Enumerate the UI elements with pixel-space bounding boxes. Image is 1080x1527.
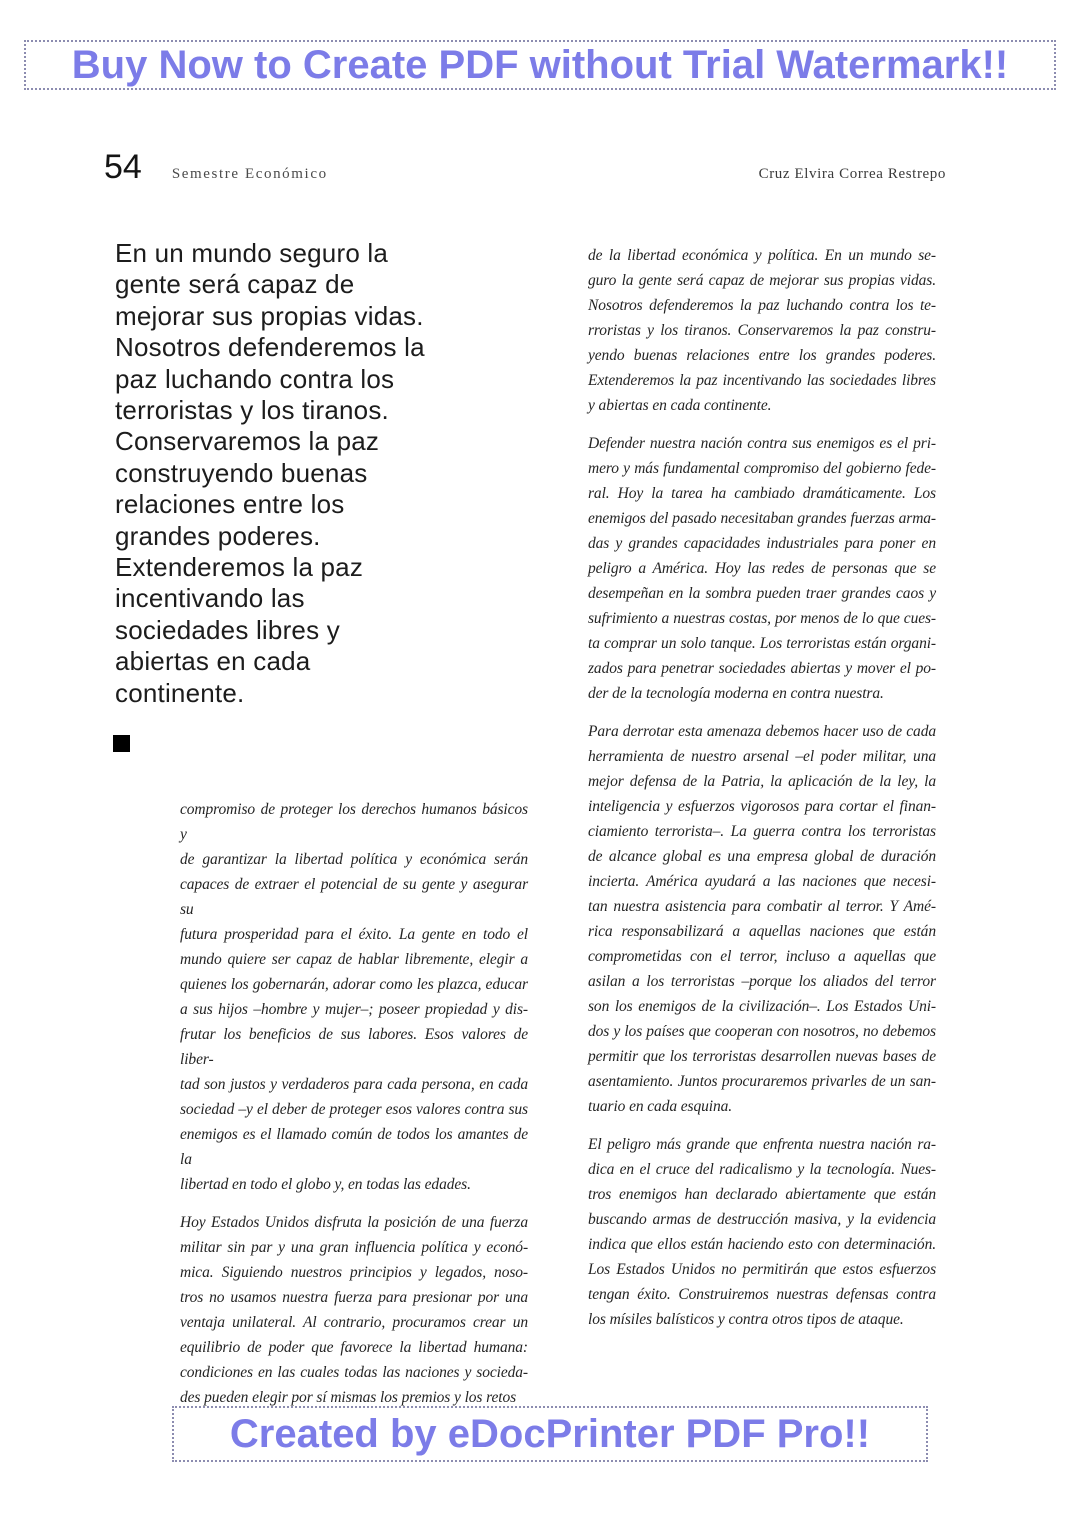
pull-quote-line: gente será capaz de <box>115 269 355 300</box>
text-line: zados para penetrar sociedades abiertas y mover el po- <box>588 660 936 677</box>
text-line: incierta. América ayudará a las naciones que necesi- <box>588 873 936 890</box>
text-line: comprometidas con el terror, incluso a aquellas que <box>588 948 936 965</box>
text-line: capaces de extraer el potencial de su gente y asegurar su <box>180 876 528 918</box>
text-line: libertad en todo el globo y, en todas las edades. <box>180 1176 471 1193</box>
pull-quote-line: incentivando las <box>115 583 305 614</box>
pull-quote-line: relaciones entre los <box>115 489 345 520</box>
page-number: 54 <box>104 148 142 186</box>
text-line: asentamiento. Juntos procuraremos privarles de un san- <box>588 1073 936 1090</box>
text-line: dos y los países que cooperan con nosotros, no debemos <box>588 1023 936 1040</box>
journal-title: Semestre Económico <box>171 166 328 182</box>
header-left-group <box>104 150 328 184</box>
text-line: dica en el cruce del radicalismo y la tecnología. Nues- <box>588 1161 936 1178</box>
text-line: sociedad –y el deber de proteger esos valores contra sus <box>180 1101 528 1118</box>
pull-quote-line: abiertas en cada <box>115 646 311 677</box>
pull-quote-line: En un mundo seguro la <box>115 238 389 268</box>
text-line: Nosotros defenderemos la paz luchando contra los te- <box>588 297 936 314</box>
text-line: los mísiles balísticos y contra otros tipos de ataque. <box>588 1311 904 1328</box>
trial-watermark-top: Buy Now to Create PDF without Trial Watermark!! <box>24 40 1056 90</box>
text-line: futura prosperidad para el éxito. La gente en todo el <box>180 926 528 943</box>
pull-quote-line: Conservaremos la paz <box>115 426 380 457</box>
text-line: ventaja unilateral. Al contrario, procuramos crear un <box>180 1314 528 1331</box>
text-line: de alcance global es una empresa global de duración <box>588 848 936 865</box>
pull-quote-line: grandes poderes. <box>115 520 321 551</box>
text-line: equilibrio de poder que favorece la libertad humana: <box>180 1339 528 1356</box>
text-line: rroristas y los tiranos. Conservaremos la paz constru- <box>588 322 936 339</box>
text-line: mero y más fundamental compromiso del gobierno fede- <box>588 460 936 477</box>
text-line: enemigos del pasado necesitaban grandes fuerzas arma- <box>588 510 936 527</box>
text-line: a sus hijos –hombre y mujer–; poseer propiedad y dis- <box>180 1001 528 1018</box>
text-line: mundo quiere ser capaz de hablar libremente, elegir a <box>180 951 528 968</box>
text-line: Para derrotar esta amenaza debemos hacer uso de cada <box>588 723 936 740</box>
text-line: inteligencia y esfuerzos vigorosos para cortar el finan- <box>588 798 936 815</box>
pull-quote-line: construyendo buenas <box>115 457 368 488</box>
text-line: peligro a América. Hoy las redes de personas que se <box>588 560 936 577</box>
text-line: de la libertad económica y política. En un mundo se- <box>588 247 936 264</box>
text-line: tengan éxito. Construiremos nuestras defensas contra <box>588 1286 936 1303</box>
text-line: tros enemigos han declarado abiertamente que están <box>588 1186 936 1203</box>
text-line: des pueden elegir por sí mismas los premios y los retos <box>180 1389 517 1406</box>
text-line: indica que ellos están haciendo esto con determinación. <box>588 1236 936 1253</box>
pull-quote-line: terroristas y los tiranos. <box>115 395 389 426</box>
text-line: frutar los beneficios de sus labores. Esos valores de liber- <box>180 1026 528 1068</box>
text-line: Extenderemos la paz incentivando las sociedades libres <box>588 372 936 389</box>
paragraph <box>180 797 528 1197</box>
left-text-column <box>180 797 528 1423</box>
text-line: das y grandes capacidades industriales para poner en <box>588 535 936 552</box>
text-line: guro la gente será capaz de mejorar sus propias vidas. <box>588 272 936 289</box>
text-line: der de la tecnología moderna en contra nuestra. <box>588 685 884 702</box>
pull-quote-line: paz luchando contra los <box>115 363 395 394</box>
text-line: quienes los gobernarán, adorar como les plazca, educar <box>180 976 528 993</box>
right-text-column <box>588 243 936 1345</box>
text-line: ta comprar un solo tanque. Los terroristas están organi- <box>588 635 936 652</box>
text-line: yendo buenas relaciones entre los grandes poderes. <box>588 347 936 364</box>
paragraph <box>588 719 936 1119</box>
text-line: tad son justos y verdaderos para cada persona, en cada <box>180 1076 528 1093</box>
paragraph <box>180 1210 528 1410</box>
text-line: Defender nuestra nación contra sus enemigos es el pri- <box>588 435 936 452</box>
pull-quote-line: Extenderemos la paz <box>115 552 364 583</box>
trial-watermark-bottom: Created by eDocPrinter PDF Pro!! <box>172 1406 928 1462</box>
text-line: tuario en cada esquina. <box>588 1098 733 1115</box>
text-line: compromiso de proteger los derechos humanos básicos y <box>180 801 528 843</box>
text-line: sufrimiento a nuestras costas, por menos de lo que cues- <box>588 610 936 627</box>
text-line: condiciones en las cuales todas las naciones y socieda- <box>180 1364 528 1381</box>
pull-quote <box>115 238 485 709</box>
text-line: ral. Hoy la tarea ha cambiado dramáticamente. Los <box>588 485 936 502</box>
text-line: tan nuestra asistencia para combatir al terror. Y Amé- <box>588 898 936 915</box>
paragraph <box>588 431 936 706</box>
text-line: Los Estados Unidos no permitirán que estos esfuerzos <box>588 1261 936 1278</box>
text-line: El peligro más grande que enfrenta nuestra nación ra- <box>588 1136 936 1153</box>
pull-quote-line: mejorar sus propias vidas. <box>115 300 424 331</box>
end-of-quote-square-icon <box>113 735 130 752</box>
text-line: de garantizar la libertad política y económica serán <box>180 851 528 868</box>
text-line: mica. Siguiendo nuestros principios y legados, noso- <box>180 1264 528 1281</box>
text-line: y abiertas en cada continente. <box>588 397 772 414</box>
text-line: rica responsabilizará a aquellas naciones que están <box>588 923 936 940</box>
paragraph <box>588 1132 936 1332</box>
text-line: buscando armas de destrucción masiva, y la evidencia <box>588 1211 936 1228</box>
paragraph <box>588 243 936 418</box>
text-line: asilan a los terroristas –porque los aliados del terror <box>588 973 936 990</box>
text-line: militar sin par y una gran influencia política y econó- <box>180 1239 528 1256</box>
text-line: mejor defensa de la Patria, la aplicación de la ley, la <box>588 773 936 790</box>
text-line: enemigos es el llamado común de todos los amantes de la <box>180 1126 528 1168</box>
text-line: son los enemigos de la civilización–. Los Estados Uni- <box>588 998 936 1015</box>
pull-quote-line: sociedades libres y <box>115 614 340 645</box>
text-line: desempeñan en la sombra pueden traer grandes caos y <box>588 585 936 602</box>
text-line: Hoy Estados Unidos disfruta la posición de una fuerza <box>180 1214 528 1231</box>
text-line: ciamiento terrorista–. La guerra contra los terroristas <box>588 823 936 840</box>
pull-quote-line: continente. <box>115 677 245 708</box>
author-name: Cruz Elvira Correa Restrepo <box>758 166 946 182</box>
pull-quote-line: Nosotros defenderemos la <box>115 332 425 363</box>
text-line: herramienta de nuestro arsenal –el poder militar, una <box>588 748 936 765</box>
page-header <box>104 150 946 184</box>
text-line: permitir que los terroristas desarrollen nuevas bases de <box>588 1048 936 1065</box>
text-line: tros no usamos nuestra fuerza para presionar por una <box>180 1289 528 1306</box>
